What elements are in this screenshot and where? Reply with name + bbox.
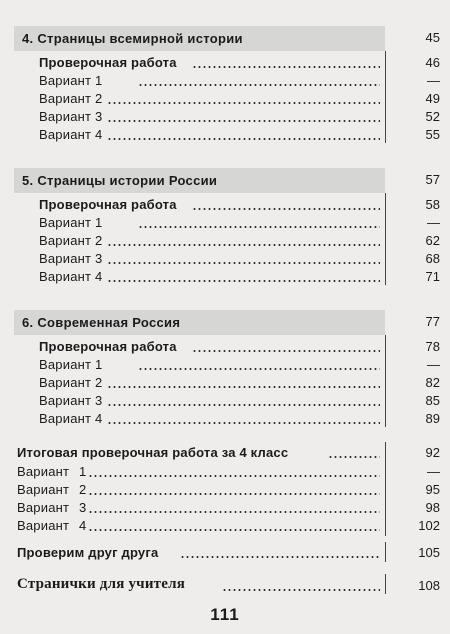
leader-dots (107, 422, 380, 424)
variant-row (0, 464, 450, 482)
leader-dots (88, 475, 380, 477)
page-number: 98 (425, 500, 440, 515)
variant-row (0, 251, 450, 269)
page-number: 95 (425, 482, 440, 497)
variant-label: Вариант 2 (17, 482, 87, 497)
section-page-number: 77 (425, 314, 440, 329)
variant-label: Вариант 3 (39, 251, 103, 266)
page-number: 58 (425, 197, 440, 212)
variant-label: Вариант 1 (39, 357, 103, 372)
page-number: 105 (418, 545, 440, 560)
check-work-label: Проверочная работа (39, 339, 177, 354)
leader-dots (107, 280, 380, 282)
check-work-row (0, 339, 450, 357)
page-number: 68 (425, 251, 440, 266)
page-number: — (427, 357, 440, 372)
variant-row (0, 393, 450, 411)
variant-label: Вариант 2 (39, 375, 103, 390)
variant-row (0, 91, 450, 109)
page-number: — (427, 215, 440, 230)
check-each-other-label: Проверим друг друга (17, 545, 159, 560)
variant-label: Вариант 1 (17, 464, 87, 479)
variant-label: Вариант 3 (17, 500, 87, 515)
leader-dots (107, 386, 380, 388)
leader-dots (138, 226, 380, 228)
leader-dots (88, 529, 380, 531)
page-number: 71 (425, 269, 440, 284)
variant-row (0, 375, 450, 393)
leader-dots (180, 556, 380, 558)
variant-row (0, 215, 450, 233)
leader-dots (107, 120, 380, 122)
check-work-label: Проверочная работа (39, 197, 177, 212)
page-number: 52 (425, 109, 440, 124)
page-number: 62 (425, 233, 440, 248)
leader-dots (138, 84, 380, 86)
variant-label: Вариант 4 (17, 518, 87, 533)
section-page-number: 57 (425, 172, 440, 187)
check-work-label: Проверочная работа (39, 55, 177, 70)
leader-dots (192, 350, 380, 352)
variant-row (0, 357, 450, 375)
leader-dots (107, 262, 380, 264)
variant-row (0, 482, 450, 500)
page-number: 49 (425, 91, 440, 106)
section-page-number: 45 (425, 30, 440, 45)
leader-dots (328, 456, 380, 458)
page-number: 78 (425, 339, 440, 354)
page-number: 82 (425, 375, 440, 390)
teacher-pages-row (0, 576, 450, 594)
variant-label: Вариант 3 (39, 393, 103, 408)
leader-dots (107, 138, 380, 140)
leader-dots (192, 208, 380, 210)
variant-label: Вариант 4 (39, 269, 103, 284)
leader-dots (138, 368, 380, 370)
variant-row (0, 233, 450, 251)
leader-dots (192, 66, 380, 68)
page-number: — (427, 464, 440, 479)
check-work-row (0, 55, 450, 73)
section-title: 4. Страницы всемирной истории (22, 31, 243, 46)
variant-label: Вариант 2 (39, 91, 103, 106)
leader-dots (88, 493, 380, 495)
page-number: 89 (425, 411, 440, 426)
variant-label: Вариант 3 (39, 109, 103, 124)
leader-dots (222, 589, 380, 591)
variant-row (0, 73, 450, 91)
variant-label: Вариант 4 (39, 411, 103, 426)
teacher-pages-label: Странички для учителя (17, 576, 186, 592)
page-number: 92 (425, 445, 440, 460)
final-work-row (0, 445, 450, 463)
page-footer-number: 111 (210, 605, 240, 624)
check-work-row (0, 197, 450, 215)
variant-label: Вариант 4 (39, 127, 103, 142)
section-title: 5. Страницы истории России (22, 173, 218, 188)
page-number: 55 (425, 127, 440, 142)
leader-dots (107, 404, 380, 406)
page-number: 85 (425, 393, 440, 408)
leader-dots (107, 102, 380, 104)
variant-row (0, 500, 450, 518)
final-work-label: Итоговая проверочная работа за 4 класс (17, 445, 289, 460)
variant-label: Вариант 1 (39, 215, 103, 230)
variant-row (0, 127, 450, 145)
variant-label: Вариант 1 (39, 73, 103, 88)
section-title: 6. Современная Россия (22, 315, 181, 330)
page-number: 108 (418, 578, 440, 593)
variant-row (0, 269, 450, 287)
check-each-other-row (0, 545, 450, 563)
variant-label: Вариант 2 (39, 233, 103, 248)
variant-row (0, 109, 450, 127)
variant-row (0, 518, 450, 536)
variant-row (0, 411, 450, 429)
page-number: — (427, 73, 440, 88)
leader-dots (107, 244, 380, 246)
leader-dots (88, 511, 380, 513)
page-number: 102 (418, 518, 440, 533)
page-number: 46 (425, 55, 440, 70)
